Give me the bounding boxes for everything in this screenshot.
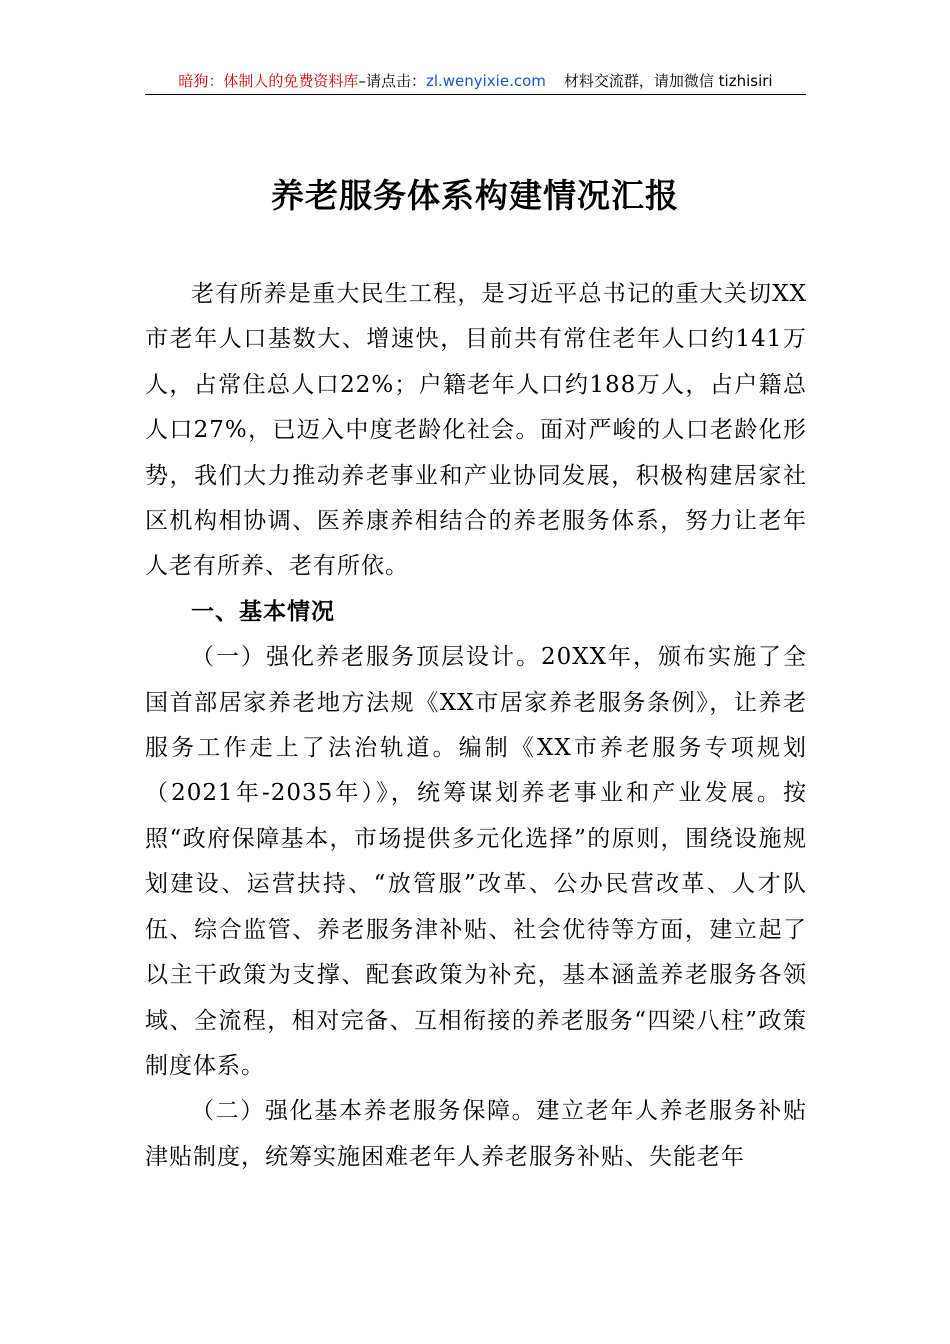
- page-header-banner: [145, 70, 806, 95]
- header-library-label: 暗狗：体制人的免费资料库: [178, 72, 359, 90]
- header-wechat-note: 材料交流群，请加微信 tizhisiri: [563, 72, 773, 90]
- document-body: [145, 272, 807, 1180]
- item-1-lead: （一）强化养老服务顶层设计。: [191, 644, 541, 671]
- section-heading-basic-situation: 一、基本情况: [191, 598, 335, 625]
- document-title: 养老服务体系构建情况汇报: [271, 176, 679, 215]
- header-link-prompt: –请点击：: [358, 72, 426, 90]
- header-link-url[interactable]: zl.wenyixie.com: [425, 72, 546, 90]
- item-2-body: 建立老年人养老服务补贴津贴制度，统筹实施困难老年人养老服务补贴、失能老年: [145, 1098, 808, 1170]
- item-1-body: 20XX年，颁布实施了全国首部居家养老地方法规《XX市居家养老服务条例》，让养老服务工作走上了法治轨道。编制《XX市养老服务专项规划（2021年-2035年）》，统筹谋划养老事业和产业发展。按照“政府保障基本，市场提供多元化选择”的原则，围绕设施规划建设、运营扶持、“放管服”改革、公办民营改革、人才队伍、综合监管、养老服务津补贴、社会优待等方面，建立起了以主干政策为支撑、配套政策为补充，基本涵盖养老服务各领域、全流程，相对完备、互相衔接的养老服务“四梁八柱”政策制度体系。: [145, 644, 808, 1079]
- item-2-paragraph: [145, 1089, 807, 1180]
- item-1-paragraph: [145, 635, 807, 1089]
- intro-paragraph: 老有所养是重大民生工程，是习近平总书记的重大关切XX市老年人口基数大、增速快，目前共有常住老年人口约141万人，占常住总人口22%；户籍老年人口约188万人，占户籍总人口27%，已迈入中度老龄化社会。面对严峻的人口老龄化形势，我们大力推动养老事业和产业协同发展，积极构建居家社区机构相协调、医养康养相结合的养老服务体系，努力让老年人老有所养、老有所依。: [145, 281, 807, 580]
- item-2-lead: （二）强化基本养老服务保障。: [191, 1098, 537, 1125]
